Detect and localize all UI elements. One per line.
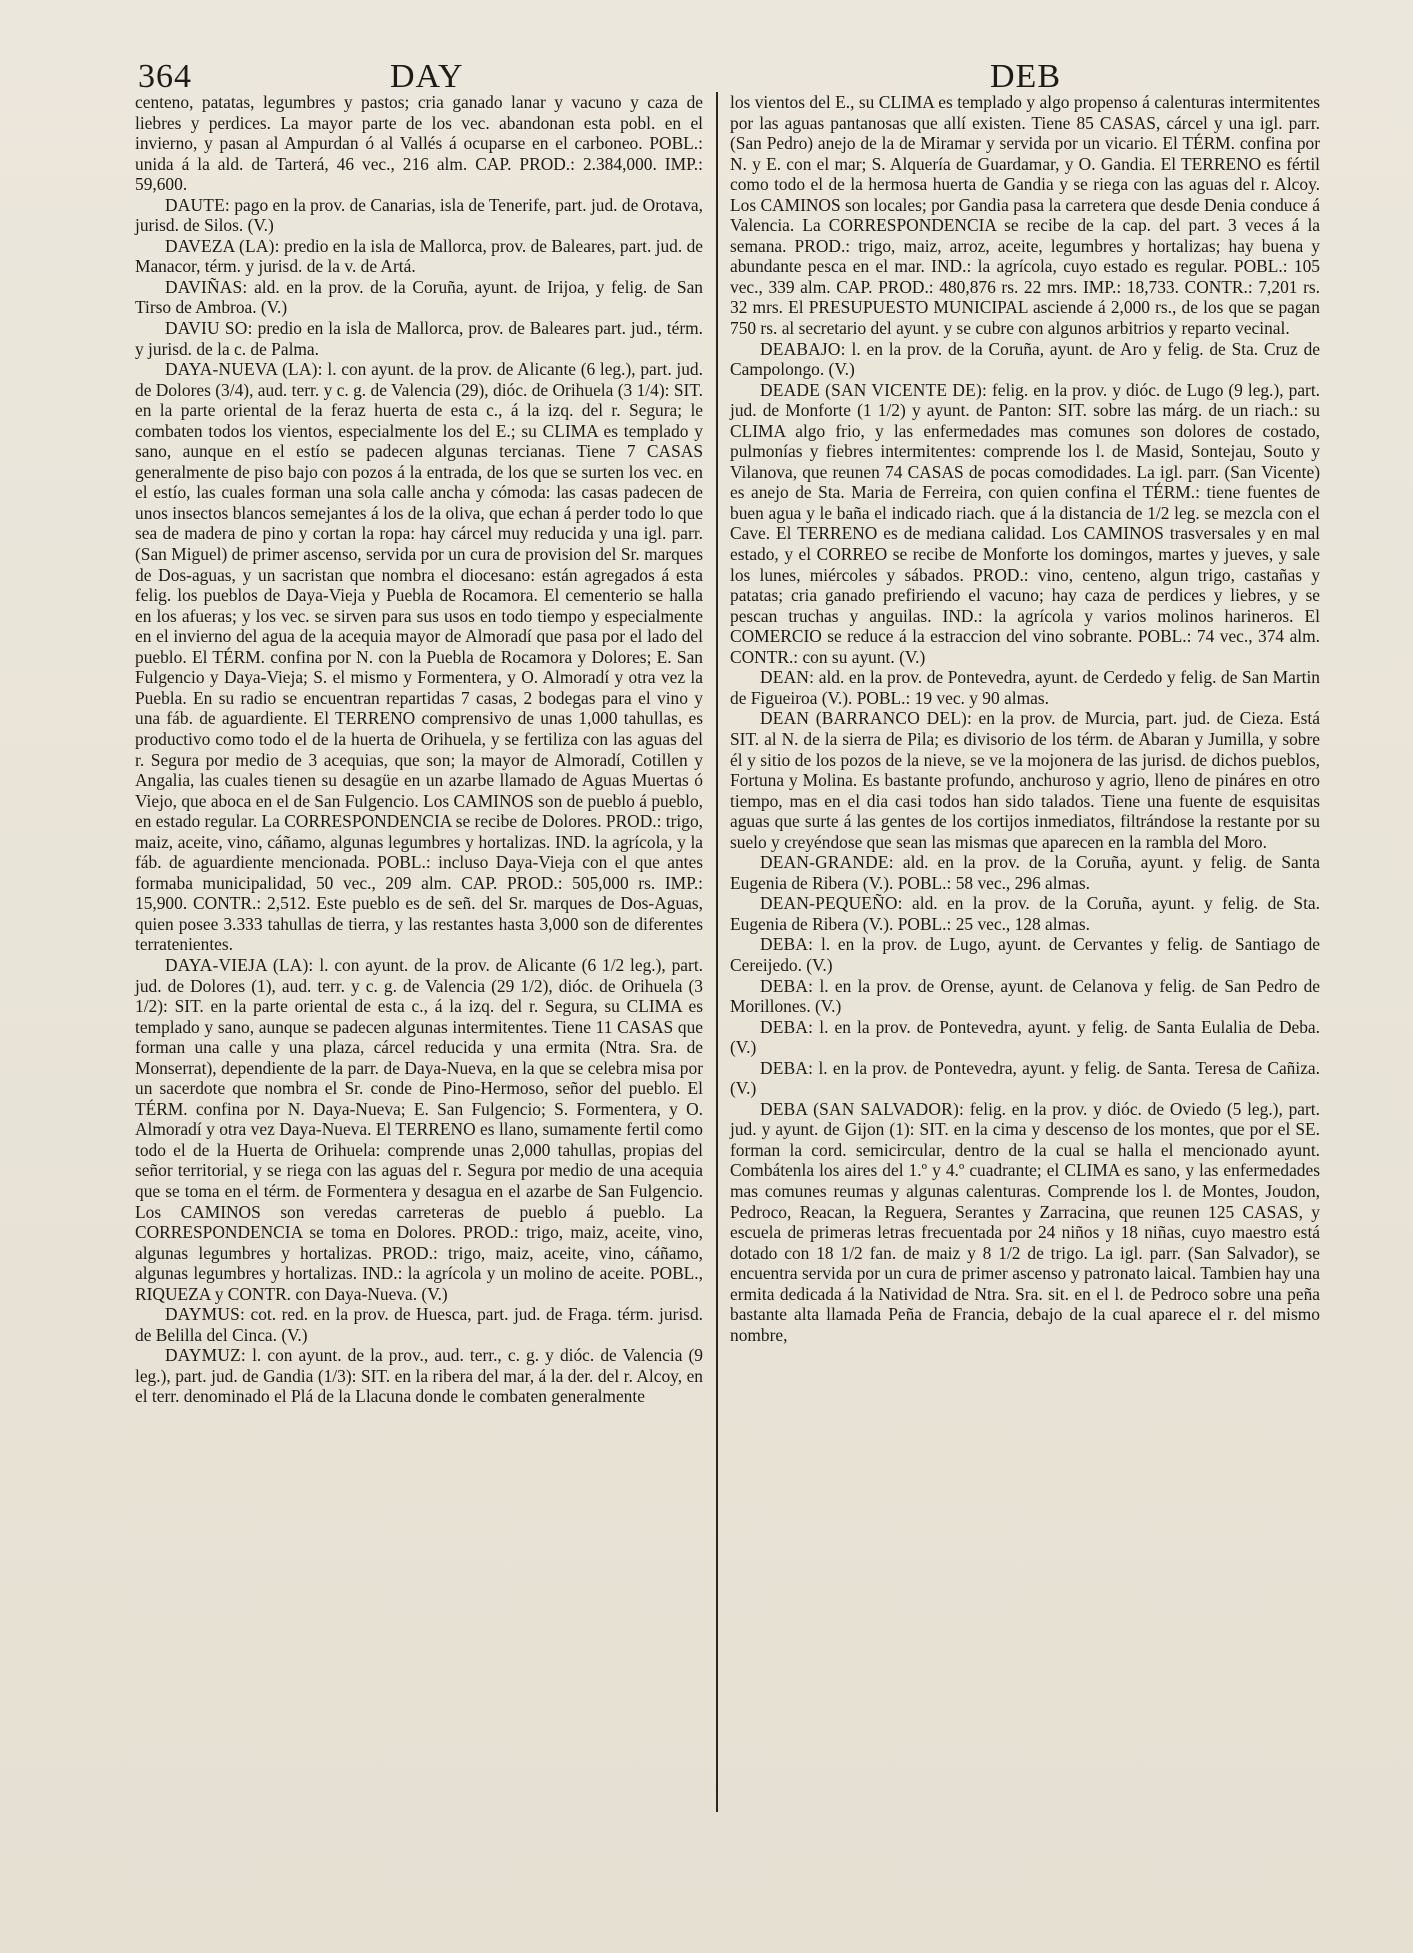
right-column	[730, 92, 1320, 1345]
entry-headword: DAYMUZ:	[165, 1345, 246, 1366]
dictionary-entry	[730, 667, 1320, 708]
entry-text: felig. en la prov. y dióc. de Oviedo (5 leg.), part. jud. y ayunt. de Gijon (1): SIT. en la cima y descenso de los montes, que por el SE. forman la cord. semicircular, dentro de la cual se halla el mencionado ayunt. Combátenla los aires del 1.º y 4.º cuadrante; el CLIMA es sano, y las enfermedades mas comunes reumas y algunas calenturas. Comprende los l. de Montes, Joudon, Pedroco, Reacan, la Reguera, Serantes y Zarracina, que reunen 125 CASAS, y escuela de primeras letras frecuentada por 24 niños y 18 niñas, cuyo maestro está dotado con 18 1/2 fan. de maiz y 8 1/2 de trigo. La igl. parr. (San Salvador), se encuentra servida por un cura de primer ascenso y patronato laical. Tambien hay una ermita dedicada á la Natividad de Ntra. Sra. sit. en el l. de Pedroco sobre una peña bastante alta llamada Peña de Francia, debajo de la cual aparece el r. del mismo nombre,	[730, 1098, 1320, 1345]
left-column	[135, 92, 703, 1407]
entry-text: en la prov. de Murcia, part. jud. de Cieza. Está SIT. al N. de la sierra de Pila; es divisorio de los térm. de Abaran y Jumilla, y sobre él y sitio de los pozos de la nieve, se ve la mojonera de las jurisd. de dichos pueblos, Fortuna y Molina. Es bastante profundo, anchuroso y agrio, lleno de pináres en otro tiempo, mas en el dia casi todos han sido talados. Tiene una fuente de esquisitas aguas que surte á las gentes de los cortijos inmediatos, filtrándose la restante por su suelo y creyéndose que sean las mismas que aparecen en la rambla del Moro.	[730, 708, 1320, 852]
entry-headword: DAVIÑAS:	[165, 276, 248, 297]
dictionary-entry	[135, 277, 703, 318]
dictionary-entry	[730, 1099, 1320, 1346]
entry-text: l. con ayunt. de la prov., aud. terr., c. g. y dióc. de Valencia (9 leg.), part. jud. de Gandia (1/3): SIT. en la ribera del mar, á la der. del r. Alcoy, en el terr. denominado el Plá de la Llacuna donde le combaten generalmente	[135, 1345, 703, 1407]
entry-headword: DEBA:	[760, 975, 814, 996]
column-divider	[716, 92, 718, 1812]
entry-text: l. con ayunt. de la prov. de Alicante (6 leg.), part. jud. de Dolores (3/4), aud. terr. y c. g. de Valencia (29), dióc. de Orihuela (3 1/4): SIT. en la parte oriental de la feraz huerta de esta c., á la izq. del r. Segura; le combaten todos los vientos, especialmente los del E.; su CLIMA es templado y sano, aunque en el estío se padecen algunas tercianas. Tiene 7 CASAS generalmente de piso bajo con pozos á la entrada, de los que se surten los vec. en el estío, las cuales forman una sola calle ancha y cómoda: las casas padecen de unos insectos blancos semejantes á los de la oliva, que echan á perder todo lo que sea de madera de pino y cortan la ropa: hay cárcel muy reducida y una igl. parr. (San Miguel) de primer ascenso, servida por un cura de provision del Sr. marques de Dos-aguas, y un sacristan que nombra el diocesano: están agregados á esta felig. los pueblos de Daya-Vieja y Puebla de Rocamora. El cementerio se halla en los afueras; y los vec. se sirven para sus usos en todo tiempo y especialmente en el invierno del agua de la acequia mayor de Almoradí que pasa por el lado del pueblo. El TÉRM. confina por N. con la Puebla de Rocamora y Dolores; E. San Fulgencio y Daya-Vieja; S. el mismo y Formentera, y O. Almoradí y otra vez la Puebla. En su radio se encuentran repartidas 7 casas, 2 bodegas para el vino y una fáb. de aguardiente. El TERRENO comprensivo de unas 1,000 tahullas, es productivo como todo el de la huerta de Orihuela, y se fertiliza con las aguas del r. Segura por medio de 3 acequias, que son; la mayor de Almoradí, Cotillen y Angalia, las cuales tienen su desagüe en un azarbe llamado de Aguas Muertas ó Viejo, que aboca en el de San Fulgencio. Los CAMINOS son de pueblo á pueblo, en estado regular. La CORRESPONDENCIA se recibe de Dolores. PROD.: trigo, maiz, aceite, vino, cáñamo, algunas legumbres y hortalizas. IND. la agrícola, y la fáb. de aguardiente mencionada. POBL.: incluso Daya-Vieja con el que antes formaba municipalidad, 50 vec., 209 alm. CAP. PROD.: 505,000 rs. IMP.: 15,900. CONTR.: 2,512. Este pueblo es de señ. del Sr. marques de Dos-Aguas, quien posee 3.333 tahullas de tierra, y las restantes hasta 3,000 son de diferentes terratenientes.	[135, 359, 704, 955]
entry-headword: DEABAJO:	[760, 338, 846, 359]
dictionary-entry	[135, 92, 703, 195]
entry-text: ald. en la prov. de Pontevedra, ayunt. de Cerdedo y felig. de San Martin de Figueiroa (V.). POBL.: 19 vec. y 90 almas.	[730, 667, 1320, 708]
entry-text: ald. en la prov. de la Coruña, ayunt. y felig. de Santa Eugenia de Ribera (V.). POBL.: 58 vec., 296 almas.	[730, 852, 1320, 893]
dictionary-entry	[135, 195, 703, 236]
entry-headword: DEAN (BARRANCO DEL):	[760, 708, 973, 729]
dictionary-entry	[135, 236, 703, 277]
dictionary-entry	[135, 318, 703, 359]
entry-text: l. en la prov. de Pontevedra, ayunt. y felig. de Santa Eulalia de Deba. (V.)	[730, 1016, 1320, 1058]
dictionary-entry	[730, 893, 1320, 934]
dictionary-entry	[730, 380, 1320, 668]
entry-text: los vientos del E., su CLIMA es templado y algo propenso á calenturas intermitentes por las aguas pantanosas que allí existen. Tiene 85 CASAS, cárcel y una igl. parr. (San Pedro) anejo de la de Miramar y servida por un vicario. El TÉRM. confina por N. y E. con el mar; S. Alquería de Guardamar, y O. Gandia. El TERRENO es fértil como todo el de la hermosa huerta de Gandia y se riega con las aguas del r. Alcoy. Los CAMINOS son locales; por Gandia pasa la carretera que desde Denia conduce á Valencia. La CORRESPONDENCIA se recibe de la cap. del part. 3 veces á la semana. PROD.: trigo, maiz, arroz, aceite, legumbres y hortalizas; hay buena y abundante pesca en el mar. IND.: la agrícola, cuyo estado es regular. POBL.: 105 vec., 339 alm. CAP. PROD.: 480,876 rs. 22 mrs. IMP.: 18,733. CONTR.: 7,201 rs. 32 mrs. El PRESUPUESTO MUNICIPAL asciende á 2,000 rs., de los que se pagan 750 rs. al secretario del ayunt. y se cubre con algunos arbitrios y reparto vecinal.	[730, 92, 1320, 339]
dictionary-entry	[135, 359, 703, 955]
dictionary-entry	[730, 1058, 1320, 1099]
entry-headword: DAYA-NUEVA (LA):	[165, 359, 323, 380]
dictionary-entry	[730, 976, 1320, 1017]
entry-headword: DEAN-GRANDE:	[760, 852, 894, 873]
entry-text: ald. en la prov. de la Coruña, ayunt. de Irijoa, y felig. de San Tirso de Ambroa. (V.)	[135, 276, 703, 318]
dictionary-entry	[730, 92, 1320, 339]
dictionary-entry	[730, 1017, 1320, 1058]
entry-headword: DAYMUS:	[165, 1304, 246, 1325]
left-running-head: DAY	[390, 58, 464, 95]
entry-headword: DEAN-PEQUEÑO:	[760, 893, 903, 914]
dictionary-entry	[135, 1345, 703, 1407]
entry-text: cot. red. en la prov. de Huesca, part. jud. de Fraga. térm. jurisd. de Belilla del Cinca. (V.)	[135, 1304, 703, 1345]
entry-headword: DEBA:	[760, 934, 814, 955]
entry-headword: DEBA (SAN SALVADOR):	[760, 1098, 964, 1119]
entry-headword: DAVEZA (LA):	[165, 235, 280, 256]
entry-text: l. en la prov. de Orense, ayunt. de Celanova y felig. de San Pedro de Morillones. (V.)	[730, 975, 1320, 1017]
entry-headword: DAYA-VIEJA (LA):	[165, 954, 314, 975]
entry-text: l. en la prov. de la Coruña, ayunt. de Aro y felig. de Sta. Cruz de Campolongo. (V.)	[730, 338, 1320, 380]
entry-headword: DEADE (SAN VICENTE DE):	[760, 379, 987, 400]
dictionary-entry	[730, 934, 1320, 975]
entry-headword: DAVIU SO:	[165, 318, 253, 339]
entry-text: pago en la prov. de Canarias, isla de Tenerife, part. jud. de Orotava, jurisd. de Silos. (V.)	[135, 194, 703, 236]
entry-text: predio en la isla de Mallorca, prov. de Baleares part. jud., térm. y jurisd. de la c. de Palma.	[135, 318, 703, 359]
entry-headword: DEBA:	[760, 1057, 814, 1078]
entry-text: centeno, patatas, legumbres y pastos; cria ganado lanar y vacuno y caza de liebres y perdices. La mayor parte de los vec. abandonan esta pobl. en el invierno, y pasan al Ampurdan ó al Vallés á ocuparse en el carboneo. POBL.: unida á la ald. de Tarterá, 46 vec., 216 alm. CAP. PROD.: 2.384,000. IMP.: 59,600.	[135, 92, 703, 195]
right-running-head: DEB	[990, 58, 1061, 95]
entry-headword: DEAN:	[760, 667, 815, 688]
page-number: 364	[138, 58, 192, 95]
entry-headword: DAUTE:	[165, 194, 230, 215]
entry-text: predio en la isla de Mallorca, prov. de Baleares, part. jud. de Manacor, térm. y jurisd. de la v. de Artá.	[135, 235, 703, 277]
entry-text: l. en la prov. de Pontevedra, ayunt. y felig. de Santa. Teresa de Cañiza. (V.)	[730, 1057, 1320, 1099]
dictionary-entry	[730, 339, 1320, 380]
entry-text: l. en la prov. de Lugo, ayunt. de Cervantes y felig. de Santiago de Cereijedo. (V.)	[730, 934, 1320, 975]
entry-text: ald. en la prov. de la Coruña, ayunt. y felig. de Sta. Eugenia de Ribera (V.). POBL.: 25 vec., 128 almas.	[730, 893, 1320, 934]
entry-text: felig. en la prov. y dióc. de Lugo (9 leg.), part. jud. de Monforte (1 1/2) y ayunt. de Panton: SIT. sobre las márg. de un riach.: su CLIMA algo frio, y las enfermedades mas comunes son dolores de costado, pulmonías y fiebres intermitentes: comprende los l. de Masid, Sontejau, Souto y Vilanova, que reunen 74 CASAS de pocas comodidades. La igl. parr. (San Vicente) es anejo de Sta. Maria de Ferreira, con quien confina el TÉRM.: tiene fuentes de buen agua y le baña el indicado riach. que á la distancia de 1/2 leg. se mezcla con el Cave. El TERRENO es de mediana calidad. Los CAMINOS trasversales y en mal estado, y el CORREO se recibe de Monforte los domingos, martes y jueves, y sale los lunes, miércoles y sábados. PROD.: vino, centeno, algun trigo, castañas y patatas; cria ganado prefiriendo el vacuno; hay caza de perdices y liebres, y se pescan truchas y anguilas. IND.: la agrícola y varios molinos harineros. El COMERCIO se reduce á la estraccion del vino sobrante. POBL.: 74 vec., 374 alm. CONTR.: con su ayunt. (V.)	[730, 379, 1321, 667]
entry-text: l. con ayunt. de la prov. de Alicante (6 1/2 leg.), part. jud. de Dolores (1), aud. terr. y c. g. de Valencia (29 1/2), dióc. de Orihuela (3 1/2): SIT. en la parte oriental de esta c., á la izq. del r. Segura, su CLIMA es templado y sano, aunque se padecen algunas intermitentes. Tiene 11 CASAS que forman una calle y una plaza, cárcel reducida y una ermita (Ntra. Sra. de Monserrat), dependiente de la parr. de Daya-Nueva, en la que se celebra misa por un sacerdote que nombra el Sr. conde de Pino-Hermoso, señor del pueblo. El TÉRM. confina por N. Daya-Nueva; E. San Fulgencio; S. Formentera, y O. Almoradí y otra vez Daya-Nueva. El TERRENO es llano, sumamente fertil como todo el de la Huerta de Orihuela: comprende unas 2,000 tahullas, propias del señor territorial, y se riega con las aguas del r. Segura por medio de una acequia que se toma en el térm. de Formentera y desagua en el azarbe de San Fulgencio. Los CAMINOS son veredas carreteras de pueblo á pueblo. La CORRESPONDENCIA se toma en Dolores. PROD.: trigo, maiz, aceite, vino, algunas legumbres y hortalizas. PROD.: trigo, maiz, aceite, vino, cáñamo, algunas legumbres y hortalizas. IND.: la agrícola y un molino de aceite. POBL., RIQUEZA y CONTR. con Daya-Nueva. (V.)	[135, 954, 703, 1304]
dictionary-entry	[730, 708, 1320, 852]
dictionary-entry	[135, 1304, 703, 1345]
dictionary-entry	[730, 852, 1320, 893]
entry-headword: DEBA:	[760, 1016, 814, 1037]
dictionary-entry	[135, 955, 703, 1304]
